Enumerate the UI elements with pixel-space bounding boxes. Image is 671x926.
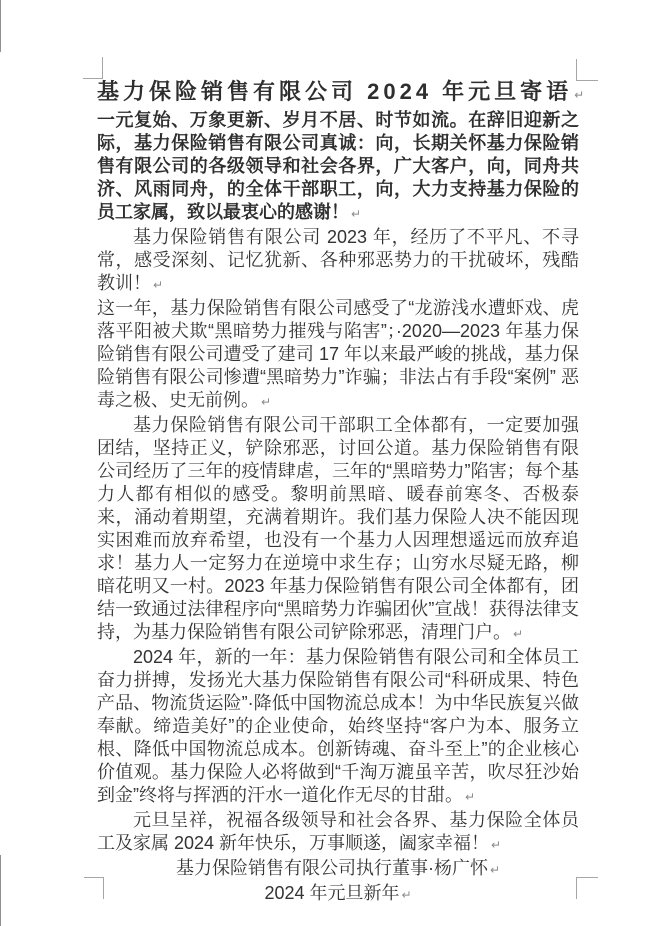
- paragraph: [97, 809, 579, 857]
- text-area[interactable]: [97, 78, 585, 907]
- paragraph-text: 基力保险销售有限公司执行董事·杨广怀: [175, 858, 488, 878]
- paragraph: [97, 857, 579, 882]
- paragraph-mark: ↵: [489, 863, 501, 877]
- paragraph-text: 一元复始、万象更新、岁月不居、时节如流。在辞旧迎新之际，基力保险销售有限公司真诚：向，长期关怀基力保险销售有限公司的各级领导和社会各界，广大客户，向，同舟共济、风雨同舟，的全体干部职工，向，大力支持基力保险的员工家属，致以最衷心的感谢！: [97, 110, 579, 222]
- paragraph: [97, 226, 579, 297]
- paragraph: [97, 109, 579, 226]
- paragraph-mark: ↵: [465, 790, 476, 804]
- paragraph: [97, 297, 579, 414]
- document-body: [97, 109, 579, 907]
- paragraph: [97, 646, 579, 809]
- paragraph-mark: ↵: [261, 395, 272, 409]
- paragraph-text: 2024 年元旦新年: [264, 883, 400, 903]
- paragraph-mark: ↵: [351, 207, 362, 221]
- paragraph-text: 元旦呈祥，祝福各级领导和社会各界、基力保险全体员工及家属 2024 新年快乐，万事顺遂，阖家幸福！: [97, 810, 579, 853]
- paragraph-text: 这一年，基力保险销售有限公司感受了“龙游浅水遭虾戏、虎落平阳被犬欺“黑暗势力摧残与陷害”；·2020—2023 年基力保险销售有限公司遭受了建司 17 年以来最严峻的挑战，基力保险销售有限公司惨遭“黑暗势力”诈骗；非法占有手段“案例” 恶毒之极、史无前例。: [97, 298, 579, 410]
- paragraph-text: 基力保险销售有限公司 2023 年，经历了不平凡、不寻常，感受深刻、记忆犹新、各种邪恶势力的干扰破坏，残酷教训！: [97, 227, 579, 293]
- page-edge-line-top: [0, 0, 1, 52]
- crop-mark-top-left: [83, 57, 103, 79]
- page-edge-line-bottom: [0, 855, 1, 926]
- paragraph-mark: ↵: [153, 278, 164, 292]
- crop-mark-bottom-right: [576, 877, 598, 899]
- paragraph-mark: ↵: [401, 888, 412, 902]
- document-title: [97, 78, 585, 109]
- paragraph: [97, 414, 579, 646]
- paragraph: [97, 882, 579, 907]
- paragraph-mark: ↵: [574, 88, 585, 102]
- paragraph-mark: ↵: [513, 627, 524, 641]
- paragraph-text: 2024 年，新的一年：基力保险销售有限公司和全体员工奋力拼搏，发扬光大基力保险销售有限公司“科研成果、特色产品、物流货运险”·降低中国物流总成本！为中华民族复兴做奉献。缔造美好”的企业使命，始终坚持“客户为本、服务立根、降低中国物流总成本。创新铸魂、奋斗至上”的企业核心价值观。基力保险人必将做到“千淘万漉虽辛苦，吹尽狂沙始到金”终将与挥洒的汗水一道化作无尽的甘甜。: [97, 647, 579, 805]
- crop-mark-top-right: [576, 59, 598, 81]
- paragraph-mark: ↵: [491, 838, 502, 852]
- document-title-text: 基力保险销售有限公司 2024 年元旦寄语: [97, 79, 573, 104]
- paragraph-text: 基力保险销售有限公司干部职工全体都有，一定要加强团结，坚持正义，铲除邪恶，讨回公道。基力保险销售有限公司经历了三年的疫情肆虐，三年的“黑暗势力”陷害；每个基力人都有相似的感受。黎明前黑暗、暖春前寒冬、否极泰来，涌动着期望，充满着期许。我们基力保险人决不能因现实困难而放弃希望，也没有一个基力人因理想遥远而放弃追求！基力人一定努力在逆境中求生存；山穷水尽疑无路，柳暗花明又一村。2023 年基力保险销售有限公司全体都有，团结一致通过法律程序向“黑暗势力诈骗团伙”宣战！获得法律支持，为基力保险销售有限公司铲除邪恶，清理门户。: [97, 415, 579, 642]
